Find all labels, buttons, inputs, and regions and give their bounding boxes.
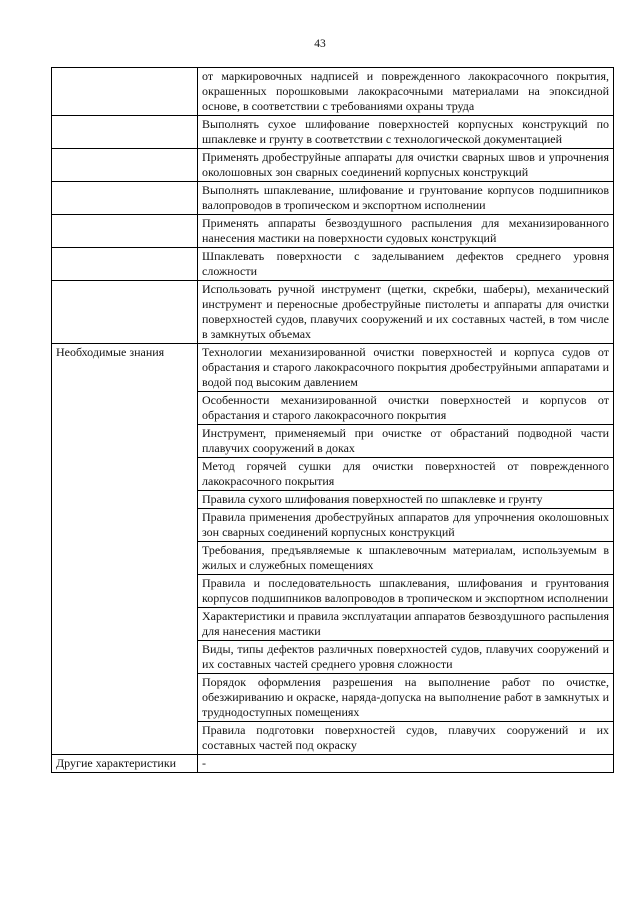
table-cell-text: от маркировочных надписей и поврежденного лакокрасочного покрытия, окрашенных порошковыми лакокрасочными материалами на эпоксидной основе, в соответствии с требованиями охраны труда [198, 68, 614, 116]
table-cell-text: Применять дробеструйные аппараты для очистки сварных швов и упрочнения околошовных зон сварных соединений корпусных конструкций [198, 149, 614, 182]
skills-row [52, 248, 614, 281]
knowledge-item: Правила сухого шлифования поверхностей по шпаклевке и грунту [198, 491, 614, 509]
knowledge-item: Правила применения дробеструйных аппаратов для упрочнения околошовных зон сварных соединений корпусных конструкций [198, 509, 614, 542]
label-cell-empty [52, 248, 198, 281]
label-cell-empty [52, 281, 198, 344]
skills-row [52, 182, 614, 215]
label-cell-empty [52, 116, 198, 149]
knowledge-item: Требования, предъявляемые к шпаклевочным материалам, используемым в жилых и служебных помещениях [198, 542, 614, 575]
table-cell-text: Применять аппараты безвоздушного распыления для механизированного нанесения мастики на поверхности судовых конструкций [198, 215, 614, 248]
knowledge-label: Необходимые знания [52, 344, 198, 755]
knowledge-item: Инструмент, применяемый при очистке от обрастаний подводной части плавучих сооружений в доках [198, 425, 614, 458]
label-cell-empty [52, 149, 198, 182]
skills-row [52, 281, 614, 344]
knowledge-item: Характеристики и правила эксплуатации аппаратов безвоздушного распыления для нанесения мастики [198, 608, 614, 641]
table-cell-text: Выполнять сухое шлифование поверхностей корпусных конструкций по шпаклевке и грунту в соответствии с технологической документацией [198, 116, 614, 149]
page-number: 43 [314, 38, 326, 50]
table-cell-text: Шпаклевать поверхности с заделыванием дефектов среднего уровня сложности [198, 248, 614, 281]
label-cell-empty [52, 182, 198, 215]
knowledge-item: Метод горячей сушки для очистки поверхностей от поврежденного лакокрасочного покрытия [198, 458, 614, 491]
label-cell-empty [52, 68, 198, 116]
other-value: - [198, 755, 614, 773]
skills-row [52, 149, 614, 182]
table-cell-text: Выполнять шпаклевание, шлифование и грунтование корпусов подшипников валопроводов в тропическом и экспортном исполнении [198, 182, 614, 215]
skills-row [52, 215, 614, 248]
knowledge-row [52, 344, 614, 392]
other-label: Другие характеристики [52, 755, 198, 773]
knowledge-item: Особенности механизированной очистки поверхностей и корпусов от обрастания и старого лакокрасочного покрытия [198, 392, 614, 425]
skills-row [52, 68, 614, 116]
knowledge-item: Правила подготовки поверхностей судов, плавучих сооружений и их составных частей под окраску [198, 722, 614, 755]
knowledge-item: Правила и последовательность шпаклевания, шлифования и грунтования корпусов подшипников валопроводов в тропическом и экспортном исполнении [198, 575, 614, 608]
table-cell-text: Использовать ручной инструмент (щетки, скребки, шаберы), механический инструмент и переносные дробеструйные пистолеты и аппараты для очистки поверхностей судов, плавучих сооружений и их составных частей, в том числе в замкнутых объемах [198, 281, 614, 344]
other-row [52, 755, 614, 773]
knowledge-item: Виды, типы дефектов различных поверхностей судов, плавучих сооружений и их составных частей среднего уровня сложности [198, 641, 614, 674]
knowledge-item: Порядок оформления разрешения на выполнение работ по очистке, обезжириванию и окраске, наряда-допуска на выполнение работ в замкнутых и труднодоступных помещениях [198, 674, 614, 722]
skills-row [52, 116, 614, 149]
label-cell-empty [52, 215, 198, 248]
knowledge-item: Технологии механизированной очистки поверхностей и корпуса судов от обрастания и старого лакокрасочного покрытия дробеструйными аппаратами и водой под высоким давлением [198, 344, 614, 392]
competency-table [51, 67, 614, 773]
